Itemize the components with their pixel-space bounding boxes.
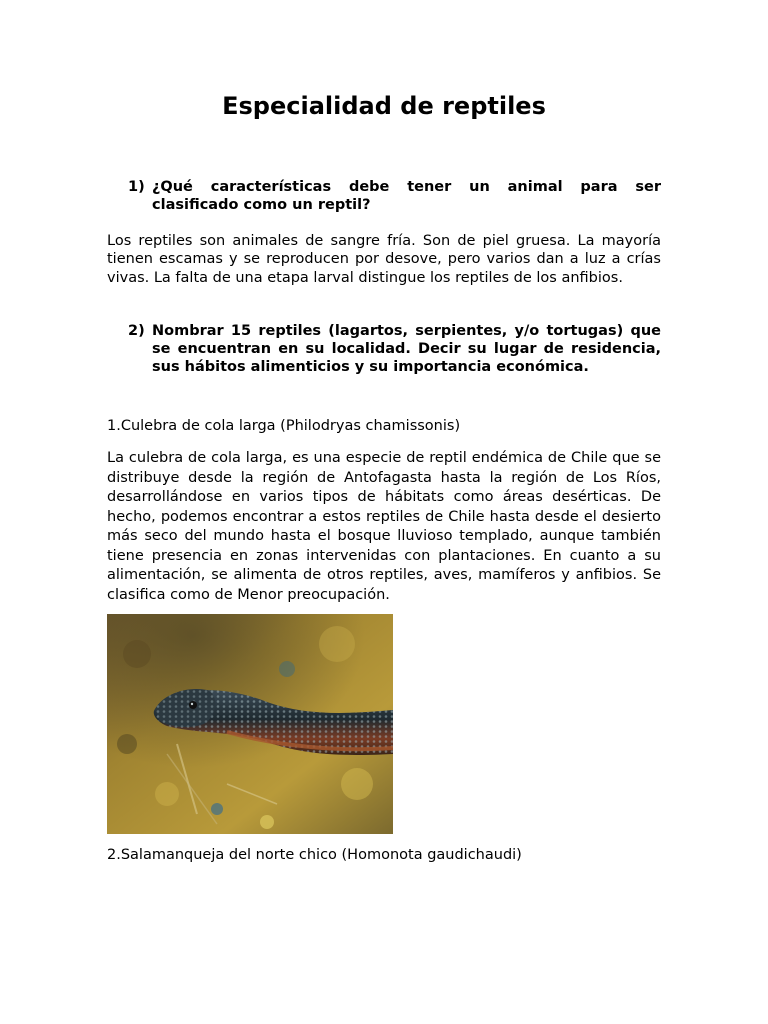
page-title: Especialidad de reptiles: [222, 92, 546, 120]
question-1-number: 1): [128, 179, 145, 195]
answer-1-paragraph: Los reptiles son animales de sangre fría. Son de piel gruesa. La mayoría tienen escamas y se reproducen por desove, pero varios dan a luz a crías vivas. La falta de una etapa larval distingue los reptiles de los anfibios.: [107, 233, 661, 286]
question-2-number: 2): [128, 323, 145, 339]
species-1-heading: 1.Culebra de cola larga (Philodryas chamissonis): [107, 418, 461, 434]
snake-photo: [107, 614, 393, 834]
question-2: [128, 322, 661, 377]
species-1-description: La culebra de cola larga, es una especie de reptil endémica de Chile que se distribuye desde la región de Antofagasta hasta la región de Los Ríos, desarrollándose en varios tipos de hábitats como áreas desérticas. De hecho, podemos encontrar a estos reptiles de Chile hasta desde el desierto más seco del mundo hasta el bosque lluvioso templado, aunque también tiene presencia en zonas intervenidas con plantaciones. En cuanto a su alimentación, se alimenta de otros reptiles, aves, mamíferos y anfibios. Se clasifica como de Menor preocupación.: [107, 450, 661, 603]
question-2-text: Nombrar 15 reptiles (lagartos, serpientes, y/o tortugas) que se encuentran en su localidad. Decir su lugar de residencia, sus hábitos alimenticios y su importancia económica.: [152, 323, 661, 376]
question-1: [128, 178, 661, 214]
question-1-text: ¿Qué características debe tener un animal para ser clasificado como un reptil?: [152, 179, 661, 214]
species-2-heading: 2.Salamanqueja del norte chico (Homonota gaudichaudi): [107, 847, 522, 863]
